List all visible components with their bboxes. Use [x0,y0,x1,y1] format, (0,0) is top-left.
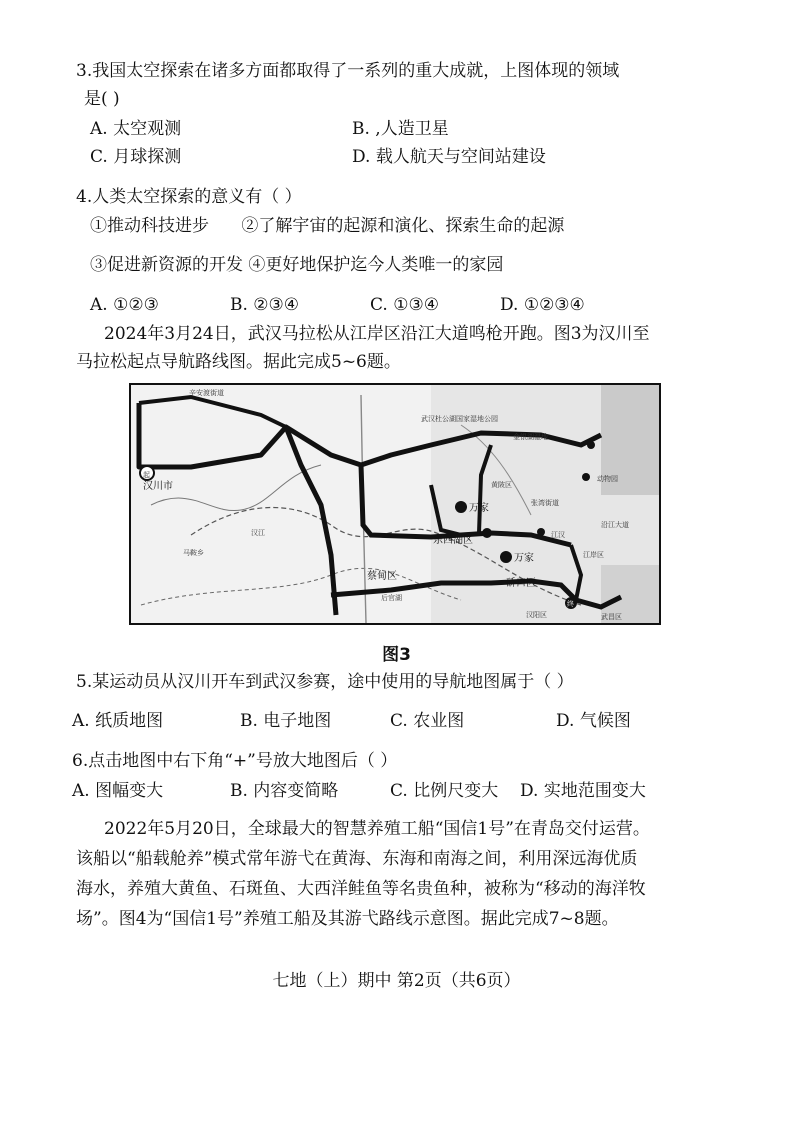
q3-option-b: B. ,人造卫星 [352,119,449,139]
label-dongxihu: 东西湖区 [433,535,473,546]
q4-option-c: C. ①③④ [370,295,439,315]
pin-icon [537,528,545,536]
label-qiaokou: 硚口区 [506,578,536,589]
pin-icon [482,528,492,538]
label-town-1: 马鞍乡 [183,549,204,557]
label-wanke-1: 万家 [469,503,489,514]
start-marker-label: 起 [143,471,150,479]
label-jianghan: 江汉 [551,531,565,539]
q3-option-a: A. 太空观测 [90,119,182,139]
page-footer: 七地（上）期中 第2页（共6页） [272,971,521,991]
navigation-route-map [129,383,661,625]
label-zoo: 动物园 [597,475,618,483]
q3-option-c: C. 月球探测 [90,147,182,167]
q5-option-c: C. 农业图 [390,711,465,731]
label-wanke-2: 万家 [514,553,534,564]
map-svg [131,385,659,623]
label-jiangan: 江岸区 [583,551,604,559]
q5-option-a: A. 纸质地图 [72,711,164,731]
intro78-line2: 该船以“船载舱养”模式常年游弋在黄海、东海和南海之间，利用深远海优质 [76,849,638,869]
pin-icon [582,473,590,481]
q3-stem-line1: 3.我国太空探索在诸多方面都取得了一系列的重大成就，上图体现的领域 [76,61,620,81]
pin-icon [587,441,595,449]
label-huangpi: 黄陂区 [491,481,512,489]
intro56-line2: 马拉松起点导航路线图。据此完成5~6题。 [76,352,401,372]
intro56-line1: 2024年3月24日，武汉马拉松从江岸区沿江大道鸣枪开跑。图3为汉川至 [104,324,650,344]
route-upper-left [139,397,286,427]
q6-option-d: D. 实地范围变大 [520,781,646,801]
q5-option-d: D. 气候图 [556,711,631,731]
q4-items-line2: ③促进新资源的开发 ④更好地保护迄今人类唯一的家园 [90,255,504,275]
label-wetland: 金银湖湿地 [513,433,548,441]
q3-stem-line2: 是( ) [84,89,120,109]
label-river: 汉江 [251,529,265,537]
label-hanchuan: 汉川市 [143,481,173,492]
q5-stem: 5.某运动员从汉川开车到武汉参赛，途中使用的导航地图属于（ ） [76,672,574,692]
label-top: 辛安渡街道 [189,389,224,397]
q4-option-b: B. ②③④ [230,295,300,315]
q4-option-a: A. ①②③ [90,295,159,315]
q6-option-b: B. 内容变简略 [230,781,339,801]
pin-icon [455,501,467,513]
end-marker-label: 终 [567,600,574,608]
label-caidian: 蔡甸区 [367,571,397,582]
figure-caption: 图3 [382,645,411,665]
intro78-line1: 2022年5月20日，全球最大的智慧养殖工船“国信1号”在青岛交付运营。 [104,819,650,839]
q6-option-a: A. 图幅变大 [72,781,164,801]
q4-option-d: D. ①②③④ [500,295,585,315]
q4-stem: 4.人类太空探索的意义有（ ） [76,187,302,207]
q6-stem: 6.点击地图中右下角“+”号放大地图后（ ） [72,751,398,771]
pin-icon [500,551,512,563]
label-wuchang: 武昌区 [601,613,622,621]
q3-option-d: D. 载人航天与空间站建设 [352,147,546,167]
q5-option-b: B. 电子地图 [240,711,332,731]
q6-option-c: C. 比例尺变大 [390,781,499,801]
label-road: 沿江大道 [601,521,629,529]
q4-items-line1: ①推动科技进步 ②了解宇宙的起源和演化、探索生命的起源 [90,216,565,236]
intro78-line4: 场”。图4为“国信1号”养殖工船及其游弋路线示意图。据此完成7~8题。 [76,909,619,929]
intro78-line3: 海水，养殖大黄鱼、石斑鱼、大西洋鲑鱼等名贵鱼种，被称为“移动的海洋牧 [76,879,646,899]
label-park: 武汉杜公湖国家湿地公园 [421,415,498,423]
label-town-2: 张湾街道 [531,499,559,507]
label-hanyang: 汉阳区 [526,611,547,619]
thin-road-1 [151,465,321,511]
label-lake: 后官湖 [381,594,402,602]
